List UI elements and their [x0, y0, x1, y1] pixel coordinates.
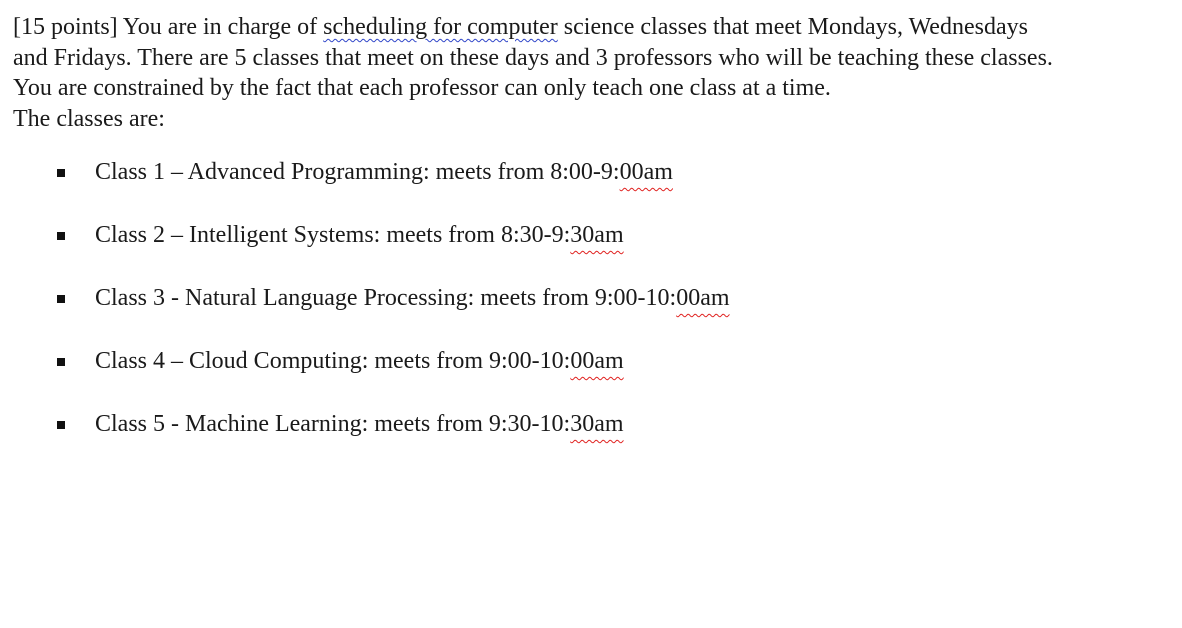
square-bullet-icon	[57, 169, 65, 177]
list-item	[13, 346, 1163, 409]
classes-heading: The classes are:	[13, 105, 165, 132]
square-bullet-icon	[57, 232, 65, 240]
class-description: Class 3 - Natural Language Processing: meets from 9:00-10:	[95, 285, 677, 311]
spelling-error[interactable]: 00am	[619, 159, 673, 185]
class-entry	[95, 409, 624, 439]
spelling-error[interactable]: 00am	[570, 348, 624, 374]
class-entry	[95, 157, 673, 187]
class-description: Class 2 – Intelligent Systems: meets from 8:30-9:	[95, 222, 571, 248]
list-item	[13, 220, 1163, 283]
class-description: Class 5 - Machine Learning: meets from 9:30-10:	[95, 411, 571, 437]
square-bullet-icon	[57, 421, 65, 429]
list-item	[13, 409, 1163, 472]
intro-paragraph	[13, 12, 1163, 104]
list-item	[13, 157, 1163, 220]
square-bullet-icon	[57, 358, 65, 366]
spelling-error[interactable]: 30am	[570, 411, 624, 437]
spelling-error[interactable]: 30am	[570, 222, 624, 248]
intro-text: [15 points] You are in charge of	[13, 14, 324, 40]
class-description: Class 1 – Advanced Programming: meets from 8:00-9:	[95, 159, 620, 185]
class-list	[13, 157, 1163, 472]
list-item	[13, 283, 1163, 346]
intro-line-1	[13, 12, 1163, 43]
grammar-suggestion[interactable]: scheduling for computer	[323, 14, 558, 40]
class-entry	[95, 283, 730, 313]
class-description: Class 4 – Cloud Computing: meets from 9:00-10:	[95, 348, 571, 374]
class-entry	[95, 346, 624, 376]
intro-text: science classes that meet Mondays, Wednesdays	[557, 14, 1028, 40]
document-body	[13, 12, 1163, 437]
spelling-error[interactable]: 00am	[676, 285, 730, 311]
intro-line-2: and Fridays. There are 5 classes that meet on these days and 3 professors who will be teaching these classes.	[13, 44, 1053, 71]
square-bullet-icon	[57, 295, 65, 303]
intro-line-3: You are constrained by the fact that each professor can only teach one class at a time.	[13, 75, 831, 101]
class-entry	[95, 220, 624, 250]
